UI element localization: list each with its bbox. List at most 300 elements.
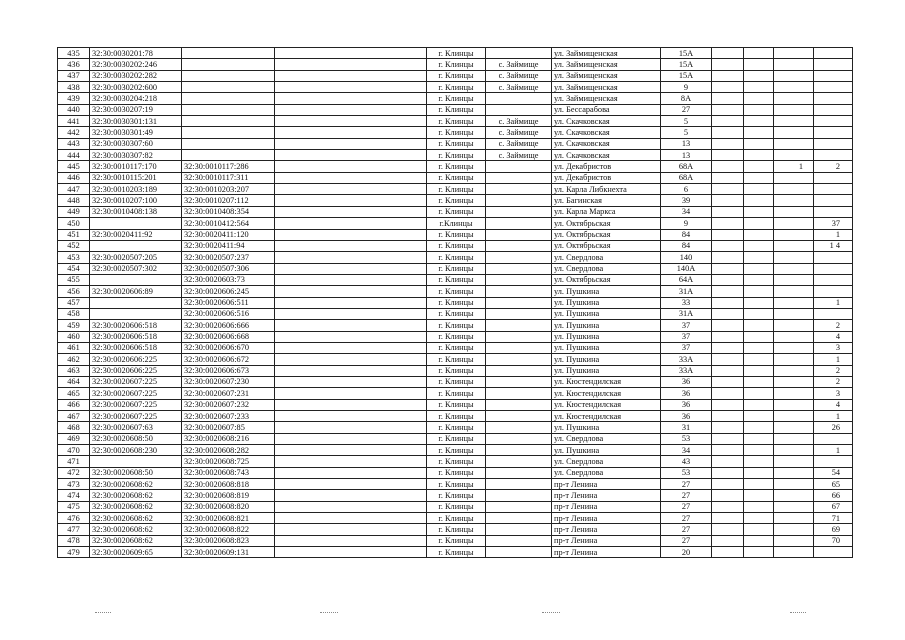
street-cell: ул. Пушкина — [552, 320, 661, 331]
row-number-cell: 439 — [58, 93, 90, 104]
settlement-cell — [486, 274, 552, 285]
house-number-cell: 31А — [661, 308, 712, 319]
house-number-cell: 37 — [661, 320, 712, 331]
building-cell — [712, 150, 744, 161]
row-number-cell: 464 — [58, 376, 90, 387]
settlement-cell — [486, 456, 552, 467]
apartment-cell — [814, 263, 853, 274]
city-cell: г. Клинцы — [427, 354, 486, 365]
table-row — [58, 456, 853, 467]
cadastral-number-cell: 32:30:0030201:78 — [90, 48, 182, 59]
premise-cell — [774, 376, 814, 387]
city-cell: г. Клинцы — [427, 59, 486, 70]
cadastral-number-cell: 32:30:0020608:62 — [90, 479, 182, 490]
row-number-cell: 444 — [58, 150, 90, 161]
city-cell: г. Клинцы — [427, 547, 486, 558]
linked-cadastral-number-cell: 32:30:0020608:818 — [182, 479, 275, 490]
house-number-cell: 36 — [661, 376, 712, 387]
house-number-cell: 27 — [661, 524, 712, 535]
street-cell: пр-т Ленина — [552, 479, 661, 490]
apartment-cell: 65 — [814, 479, 853, 490]
linked-cadastral-number-cell — [182, 138, 275, 149]
apartment-cell — [814, 195, 853, 206]
city-cell: г. Клинцы — [427, 240, 486, 251]
street-cell: ул. Скачковская — [552, 138, 661, 149]
cadastral-number-cell: 32:30:0020607:225 — [90, 388, 182, 399]
structure-cell — [744, 263, 774, 274]
table-row — [58, 331, 853, 342]
apartment-cell — [814, 308, 853, 319]
house-number-cell: 27 — [661, 479, 712, 490]
structure-cell — [744, 308, 774, 319]
street-cell: ул. Пушкина — [552, 308, 661, 319]
row-number-cell: 460 — [58, 331, 90, 342]
street-cell: ул. Займищенская — [552, 70, 661, 81]
premise-cell — [774, 127, 814, 138]
cadastral-number-cell: 32:30:0020411:92 — [90, 229, 182, 240]
linked-cadastral-number-cell: 32:30:0020411:94 — [182, 240, 275, 251]
apartment-cell: 37 — [814, 218, 853, 229]
table-row — [58, 172, 853, 183]
house-number-cell: 9 — [661, 82, 712, 93]
settlement-cell — [486, 535, 552, 546]
cadastral-number-cell: 32:30:0020608:62 — [90, 524, 182, 535]
premise-cell: 1 — [774, 161, 814, 172]
cadastral-number-cell: 32:30:0030202:600 — [90, 82, 182, 93]
building-cell — [712, 127, 744, 138]
house-number-cell: 33А — [661, 365, 712, 376]
object-name-cell — [275, 195, 427, 206]
apartment-cell: 1 — [814, 445, 853, 456]
cadastral-number-cell: 32:30:0020607:225 — [90, 399, 182, 410]
cadastral-number-cell: 32:30:0010115:201 — [90, 172, 182, 183]
object-name-cell — [275, 286, 427, 297]
table-row — [58, 399, 853, 410]
object-name-cell — [275, 184, 427, 195]
cadastral-number-cell: 32:30:0020608:50 — [90, 433, 182, 444]
object-name-cell — [275, 70, 427, 81]
house-number-cell: 33А — [661, 354, 712, 365]
row-number-cell: 471 — [58, 456, 90, 467]
settlement-cell — [486, 308, 552, 319]
street-cell: ул. Кюстендилская — [552, 376, 661, 387]
settlement-cell — [486, 513, 552, 524]
building-cell — [712, 116, 744, 127]
structure-cell — [744, 104, 774, 115]
table-row — [58, 388, 853, 399]
structure-cell — [744, 376, 774, 387]
street-cell: пр-т Ленина — [552, 501, 661, 512]
building-cell — [712, 274, 744, 285]
structure-cell — [744, 172, 774, 183]
row-number-cell: 457 — [58, 297, 90, 308]
cadastral-number-cell: 32:30:0020606:518 — [90, 342, 182, 353]
building-cell — [712, 501, 744, 512]
premise-cell — [774, 59, 814, 70]
settlement-cell — [486, 376, 552, 387]
settlement-cell — [486, 93, 552, 104]
linked-cadastral-number-cell: 32:30:0020606:668 — [182, 331, 275, 342]
object-name-cell — [275, 93, 427, 104]
settlement-cell — [486, 263, 552, 274]
structure-cell — [744, 48, 774, 59]
apartment-cell — [814, 274, 853, 285]
structure-cell — [744, 513, 774, 524]
building-cell — [712, 59, 744, 70]
house-number-cell: 34 — [661, 206, 712, 217]
city-cell: г. Клинцы — [427, 479, 486, 490]
settlement-cell — [486, 342, 552, 353]
row-number-cell: 470 — [58, 445, 90, 456]
linked-cadastral-number-cell: 32:30:0010408:354 — [182, 206, 275, 217]
premise-cell — [774, 501, 814, 512]
linked-cadastral-number-cell — [182, 93, 275, 104]
premise-cell — [774, 150, 814, 161]
apartment-cell: 66 — [814, 490, 853, 501]
object-name-cell — [275, 59, 427, 70]
table-row — [58, 535, 853, 546]
premise-cell — [774, 218, 814, 229]
cadastral-number-cell — [90, 240, 182, 251]
cadastral-number-cell: 32:30:0020606:518 — [90, 331, 182, 342]
linked-cadastral-number-cell: 32:30:0020609:131 — [182, 547, 275, 558]
building-cell — [712, 376, 744, 387]
object-name-cell — [275, 376, 427, 387]
linked-cadastral-number-cell — [182, 116, 275, 127]
apartment-cell: 67 — [814, 501, 853, 512]
street-cell: ул. Октябрьская — [552, 274, 661, 285]
object-name-cell — [275, 467, 427, 478]
house-number-cell: 36 — [661, 388, 712, 399]
premise-cell — [774, 365, 814, 376]
premise-cell — [774, 104, 814, 115]
table-row — [58, 490, 853, 501]
structure-cell — [744, 411, 774, 422]
city-cell: г. Клинцы — [427, 206, 486, 217]
house-number-cell: 68А — [661, 172, 712, 183]
building-cell — [712, 263, 744, 274]
house-number-cell: 27 — [661, 104, 712, 115]
street-cell: пр-т Ленина — [552, 535, 661, 546]
structure-cell — [744, 422, 774, 433]
object-name-cell — [275, 513, 427, 524]
structure-cell — [744, 501, 774, 512]
apartment-cell: 3 — [814, 388, 853, 399]
street-cell: пр-т Ленина — [552, 524, 661, 535]
structure-cell — [744, 342, 774, 353]
table-row — [58, 297, 853, 308]
registry-body — [58, 48, 853, 558]
table-row — [58, 116, 853, 127]
cadastral-number-cell — [90, 308, 182, 319]
row-number-cell: 469 — [58, 433, 90, 444]
object-name-cell — [275, 547, 427, 558]
building-cell — [712, 252, 744, 263]
apartment-cell — [814, 93, 853, 104]
linked-cadastral-number-cell: 32:30:0010117:311 — [182, 172, 275, 183]
object-name-cell — [275, 479, 427, 490]
building-cell — [712, 513, 744, 524]
settlement-cell — [486, 501, 552, 512]
linked-cadastral-number-cell: 32:30:0010203:207 — [182, 184, 275, 195]
structure-cell — [744, 138, 774, 149]
city-cell: г. Клинцы — [427, 116, 486, 127]
premise-cell — [774, 252, 814, 263]
premise-cell — [774, 535, 814, 546]
city-cell: г. Клинцы — [427, 433, 486, 444]
cadastral-number-cell: 32:30:0020606:225 — [90, 365, 182, 376]
structure-cell — [744, 479, 774, 490]
row-number-cell: 449 — [58, 206, 90, 217]
linked-cadastral-number-cell — [182, 150, 275, 161]
premise-cell — [774, 286, 814, 297]
linked-cadastral-number-cell: 32:30:0020607:85 — [182, 422, 275, 433]
cadastral-number-cell: 32:30:0030307:82 — [90, 150, 182, 161]
premise-cell — [774, 184, 814, 195]
apartment-cell — [814, 116, 853, 127]
apartment-cell: 26 — [814, 422, 853, 433]
building-cell — [712, 388, 744, 399]
footer-mark — [542, 612, 560, 615]
object-name-cell — [275, 297, 427, 308]
settlement-cell — [486, 433, 552, 444]
apartment-cell — [814, 82, 853, 93]
building-cell — [712, 172, 744, 183]
building-cell — [712, 524, 744, 535]
street-cell: ул. Займищенская — [552, 48, 661, 59]
city-cell: г. Клинцы — [427, 297, 486, 308]
building-cell — [712, 433, 744, 444]
apartment-cell — [814, 70, 853, 81]
street-cell: пр-т Ленина — [552, 490, 661, 501]
structure-cell — [744, 331, 774, 342]
settlement-cell — [486, 184, 552, 195]
street-cell: ул. Пушкина — [552, 297, 661, 308]
cadastral-number-cell: 32:30:0020607:225 — [90, 411, 182, 422]
row-number-cell: 447 — [58, 184, 90, 195]
row-number-cell: 467 — [58, 411, 90, 422]
cadastral-number-cell: 32:30:0020608:62 — [90, 535, 182, 546]
house-number-cell: 27 — [661, 490, 712, 501]
premise-cell — [774, 479, 814, 490]
structure-cell — [744, 456, 774, 467]
premise-cell — [774, 93, 814, 104]
structure-cell — [744, 286, 774, 297]
settlement-cell — [486, 206, 552, 217]
city-cell: г. Клинцы — [427, 252, 486, 263]
object-name-cell — [275, 206, 427, 217]
street-cell: пр-т Ленина — [552, 547, 661, 558]
house-number-cell: 64А — [661, 274, 712, 285]
object-name-cell — [275, 433, 427, 444]
building-cell — [712, 445, 744, 456]
cadastral-number-cell: 32:30:0030307:60 — [90, 138, 182, 149]
table-row — [58, 195, 853, 206]
structure-cell — [744, 547, 774, 558]
linked-cadastral-number-cell: 32:30:0020606:672 — [182, 354, 275, 365]
house-number-cell: 13 — [661, 138, 712, 149]
settlement-cell — [486, 388, 552, 399]
house-number-cell: 15А — [661, 48, 712, 59]
settlement-cell — [486, 195, 552, 206]
linked-cadastral-number-cell: 32:30:0010207:112 — [182, 195, 275, 206]
building-cell — [712, 354, 744, 365]
row-number-cell: 438 — [58, 82, 90, 93]
row-number-cell: 450 — [58, 218, 90, 229]
table-row — [58, 104, 853, 115]
table-row — [58, 376, 853, 387]
house-number-cell: 36 — [661, 399, 712, 410]
linked-cadastral-number-cell: 32:30:0020606:670 — [182, 342, 275, 353]
row-number-cell: 477 — [58, 524, 90, 535]
building-cell — [712, 93, 744, 104]
row-number-cell: 474 — [58, 490, 90, 501]
table-row — [58, 354, 853, 365]
house-number-cell: 140А — [661, 263, 712, 274]
building-cell — [712, 331, 744, 342]
linked-cadastral-number-cell: 32:30:0020606:245 — [182, 286, 275, 297]
building-cell — [712, 82, 744, 93]
object-name-cell — [275, 274, 427, 285]
object-name-cell — [275, 524, 427, 535]
structure-cell — [744, 93, 774, 104]
table-row — [58, 161, 853, 172]
city-cell: г. Клинцы — [427, 501, 486, 512]
street-cell: ул. Пушкина — [552, 422, 661, 433]
cadastral-number-cell: 32:30:0020606:518 — [90, 320, 182, 331]
structure-cell — [744, 116, 774, 127]
premise-cell — [774, 263, 814, 274]
settlement-cell — [486, 547, 552, 558]
row-number-cell: 468 — [58, 422, 90, 433]
premise-cell — [774, 297, 814, 308]
apartment-cell — [814, 547, 853, 558]
linked-cadastral-number-cell: 32:30:0020607:230 — [182, 376, 275, 387]
structure-cell — [744, 297, 774, 308]
cadastral-number-cell: 32:30:0020608:62 — [90, 501, 182, 512]
row-number-cell: 437 — [58, 70, 90, 81]
object-name-cell — [275, 263, 427, 274]
building-cell — [712, 206, 744, 217]
house-number-cell: 20 — [661, 547, 712, 558]
apartment-cell: 4 — [814, 331, 853, 342]
cadastral-number-cell: 32:30:0020606:89 — [90, 286, 182, 297]
premise-cell — [774, 422, 814, 433]
city-cell: г. Клинцы — [427, 172, 486, 183]
table-row — [58, 308, 853, 319]
linked-cadastral-number-cell: 32:30:0010117:286 — [182, 161, 275, 172]
row-number-cell: 442 — [58, 127, 90, 138]
premise-cell — [774, 354, 814, 365]
structure-cell — [744, 218, 774, 229]
linked-cadastral-number-cell — [182, 82, 275, 93]
city-cell: г. Клинцы — [427, 524, 486, 535]
apartment-cell: 1 4 — [814, 240, 853, 251]
apartment-cell: 71 — [814, 513, 853, 524]
city-cell: г. Клинцы — [427, 388, 486, 399]
object-name-cell — [275, 172, 427, 183]
structure-cell — [744, 252, 774, 263]
city-cell: г. Клинцы — [427, 535, 486, 546]
building-cell — [712, 535, 744, 546]
row-number-cell: 443 — [58, 138, 90, 149]
building-cell — [712, 70, 744, 81]
premise-cell — [774, 388, 814, 399]
premise-cell — [774, 195, 814, 206]
apartment-cell — [814, 433, 853, 444]
apartment-cell: 2 — [814, 365, 853, 376]
cadastral-number-cell — [90, 274, 182, 285]
house-number-cell: 5 — [661, 127, 712, 138]
street-cell: ул. Займищенская — [552, 59, 661, 70]
premise-cell — [774, 467, 814, 478]
structure-cell — [744, 229, 774, 240]
cadastral-number-cell: 32:30:0020507:302 — [90, 263, 182, 274]
settlement-cell — [486, 411, 552, 422]
table-row — [58, 501, 853, 512]
street-cell: ул. Кюстендилская — [552, 388, 661, 399]
city-cell: г. Клинцы — [427, 104, 486, 115]
row-number-cell: 440 — [58, 104, 90, 115]
street-cell: ул. Декабристов — [552, 172, 661, 183]
street-cell: ул. Скачковская — [552, 116, 661, 127]
premise-cell — [774, 547, 814, 558]
building-cell — [712, 399, 744, 410]
linked-cadastral-number-cell: 32:30:0020507:237 — [182, 252, 275, 263]
linked-cadastral-number-cell: 32:30:0020608:819 — [182, 490, 275, 501]
row-number-cell: 475 — [58, 501, 90, 512]
structure-cell — [744, 535, 774, 546]
table-row — [58, 218, 853, 229]
structure-cell — [744, 445, 774, 456]
linked-cadastral-number-cell: 32:30:0020608:821 — [182, 513, 275, 524]
settlement-cell — [486, 365, 552, 376]
linked-cadastral-number-cell — [182, 127, 275, 138]
table-row — [58, 286, 853, 297]
premise-cell — [774, 274, 814, 285]
object-name-cell — [275, 365, 427, 376]
house-number-cell: 9 — [661, 218, 712, 229]
settlement-cell: с. Займище — [486, 127, 552, 138]
structure-cell — [744, 195, 774, 206]
table-row — [58, 184, 853, 195]
street-cell: ул. Пушкина — [552, 286, 661, 297]
cadastral-number-cell: 32:30:0020608:62 — [90, 490, 182, 501]
table-row — [58, 263, 853, 274]
row-number-cell: 458 — [58, 308, 90, 319]
structure-cell — [744, 274, 774, 285]
cadastral-number-cell: 32:30:0030301:49 — [90, 127, 182, 138]
street-cell: ул. Пушкина — [552, 354, 661, 365]
settlement-cell — [486, 399, 552, 410]
cadastral-number-cell: 32:30:0030202:282 — [90, 70, 182, 81]
city-cell: г. Клинцы — [427, 399, 486, 410]
settlement-cell — [486, 354, 552, 365]
linked-cadastral-number-cell: 32:30:0020507:306 — [182, 263, 275, 274]
premise-cell — [774, 172, 814, 183]
house-number-cell: 36 — [661, 411, 712, 422]
linked-cadastral-number-cell: 32:30:0020606:516 — [182, 308, 275, 319]
premise-cell — [774, 206, 814, 217]
street-cell: ул. Свердлова — [552, 467, 661, 478]
building-cell — [712, 342, 744, 353]
city-cell: г. Клинцы — [427, 161, 486, 172]
settlement-cell — [486, 218, 552, 229]
structure-cell — [744, 82, 774, 93]
footer-mark — [320, 612, 338, 615]
cadastral-number-cell: 32:30:0010207:100 — [90, 195, 182, 206]
street-cell: ул. Пушкина — [552, 445, 661, 456]
